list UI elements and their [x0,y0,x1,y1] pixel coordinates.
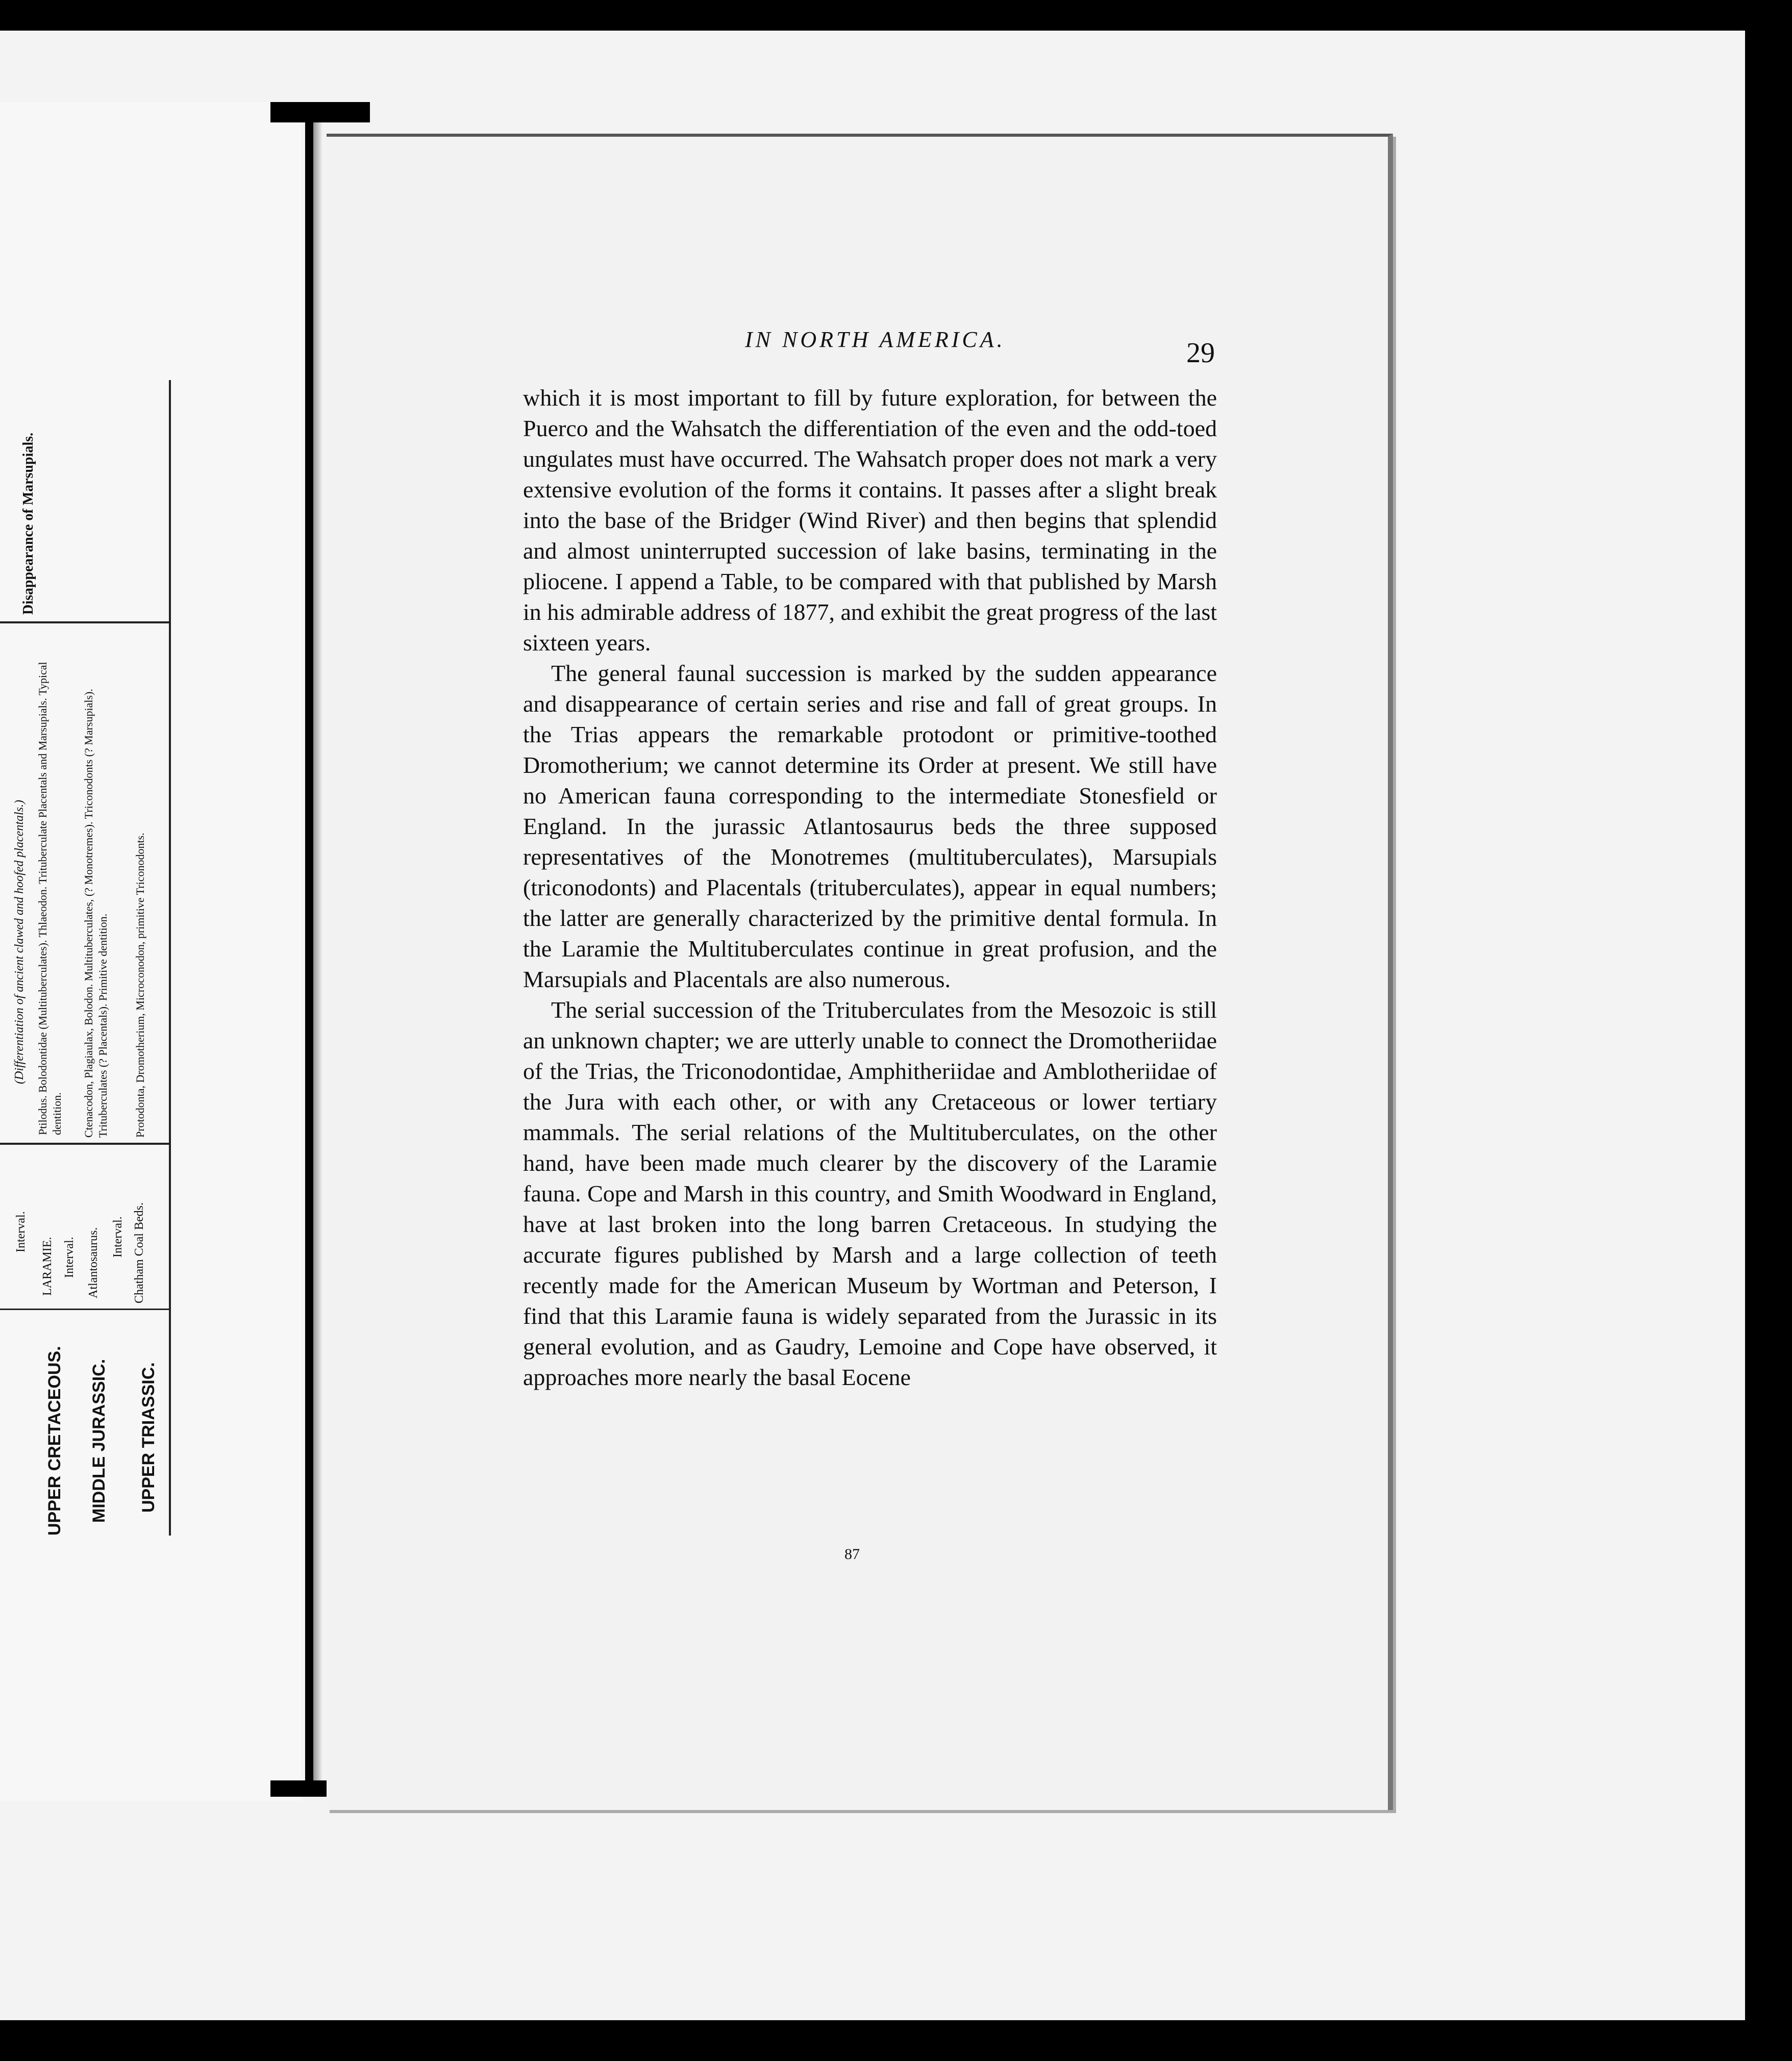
page-number: 29 [1186,337,1215,369]
period-upper-triassic: UPPER TRIASSIC. [139,1362,158,1513]
paragraph-1: which it is most important to fill by future exploration, for between the Puerco and the Wahsatch the differentiation of the even and the odd-toed ungulates must have occurred. The Wahsatch proper does not mark a very extensive evolution of the forms it contains. It passes after a slight break into the base of the Bridger (Wind River) and then begins that splendid and almost uninterrupted succession of lake basins, terminating in the pliocene. I append a Table, to be compared with that published by Marsh in his admirable address of 1877, and exhibit the great progress of the last sixteen years. [523,385,1217,656]
table-rule-names [0,1309,171,1310]
formation-laramie: LARAMIE. [41,1237,54,1296]
signature-mark: 87 [844,1546,860,1563]
scan-border-right [1745,0,1792,2061]
body-text [523,383,1217,1393]
table-heading: Disappearance of Marsupials. [20,433,36,615]
formation-interval-1: Interval. [14,1211,28,1252]
scan-border-top [0,0,1792,31]
fauna-jurassic: Ctenacodon, Plagiaulax, Bolodon. Multituberculates, (? Monotremes). Triconodonts (? Marsupials). Trituberculates (? Placentals). Primitive dentition. [82,689,109,1138]
running-head: IN NORTH AMERICA. [745,327,1006,352]
fauna-differentiation-note: (Differentiation of ancient clawed and hoofed placentals.) [13,799,26,1084]
formation-interval-3: Interval. [111,1216,125,1258]
table-rule-formations [0,1143,171,1145]
fauna-triassic: Protodonta, Dromotherium, Microconodon, primitive Triconodonts. [134,833,146,1138]
scan-border-bottom [0,2020,1792,2061]
table-right-rule [169,380,171,1536]
gutter-shadow [312,107,322,1780]
period-middle-jurassic: MIDDLE JURASSIC. [89,1359,109,1523]
gutter-cap-top [270,102,370,122]
paragraph-2: The general faunal succession is marked by the sudden appearance and disappearance of certain series and rise and fall of great groups. In the Trias appears the remarkable protodont or primitive-toothed Dromotherium; we cannot determine its Order at present. We still have no American fauna corresponding to the intermediate Stonesfield or England. In the jurassic Atlantosaurus beds the three supposed representatives of the Monotremes (multituberculates), Marsupials (triconodonts) and Placentals (trituberculates), appear in equal numbers; the latter are generally characterized by the primitive dental formula. In the Laramie the Multituberculates continue in great profusion, and the Marsupials and Placentals are also numerous. [523,660,1217,992]
paragraph-3: The serial succession of the Trituberculates from the Mesozoic is still an unknown chapter; we are utterly unable to connect the Dromotheriidae of the Trias, the Triconodontidae, Amphitheriidae and Amblotheriidae of the Jura with each other, or with any Cretaceous or lower tertiary mammals. The serial relations of the Multituberculates, on the other hand, have been made much clearer by the discovery of the Laramie fauna. Cope and Marsh in this country, and Smith Woodward in England, have at last broken into the long barren Cretaceous. In studying the accurate figures published by Marsh and a large collection of teeth recently made for the American Museum by Wortman and Peterson, I find that this Laramie fauna is widely separated from the Jurassic in its general evolution, and as Gaudry, Lemoine and Cope have observed, it approaches more nearly the basal Eocene [523,997,1217,1390]
formation-chatham-coal-beds: Chatham Coal Beds. [133,1202,146,1303]
table-top-rule [0,621,171,623]
formation-atlantosaurus: Atlantosaurus. [87,1227,100,1298]
period-upper-cretaceous: UPPER CRETACEOUS. [45,1346,64,1536]
fauna-laramie: Ptilodus. Bolodontidae (Multituberculates). Thlaeodon. Trituberculate Placentals and Marsupials. Typical dentition. [36,662,63,1135]
gutter-bar [305,107,313,1780]
formation-interval-2: Interval. [63,1237,76,1278]
